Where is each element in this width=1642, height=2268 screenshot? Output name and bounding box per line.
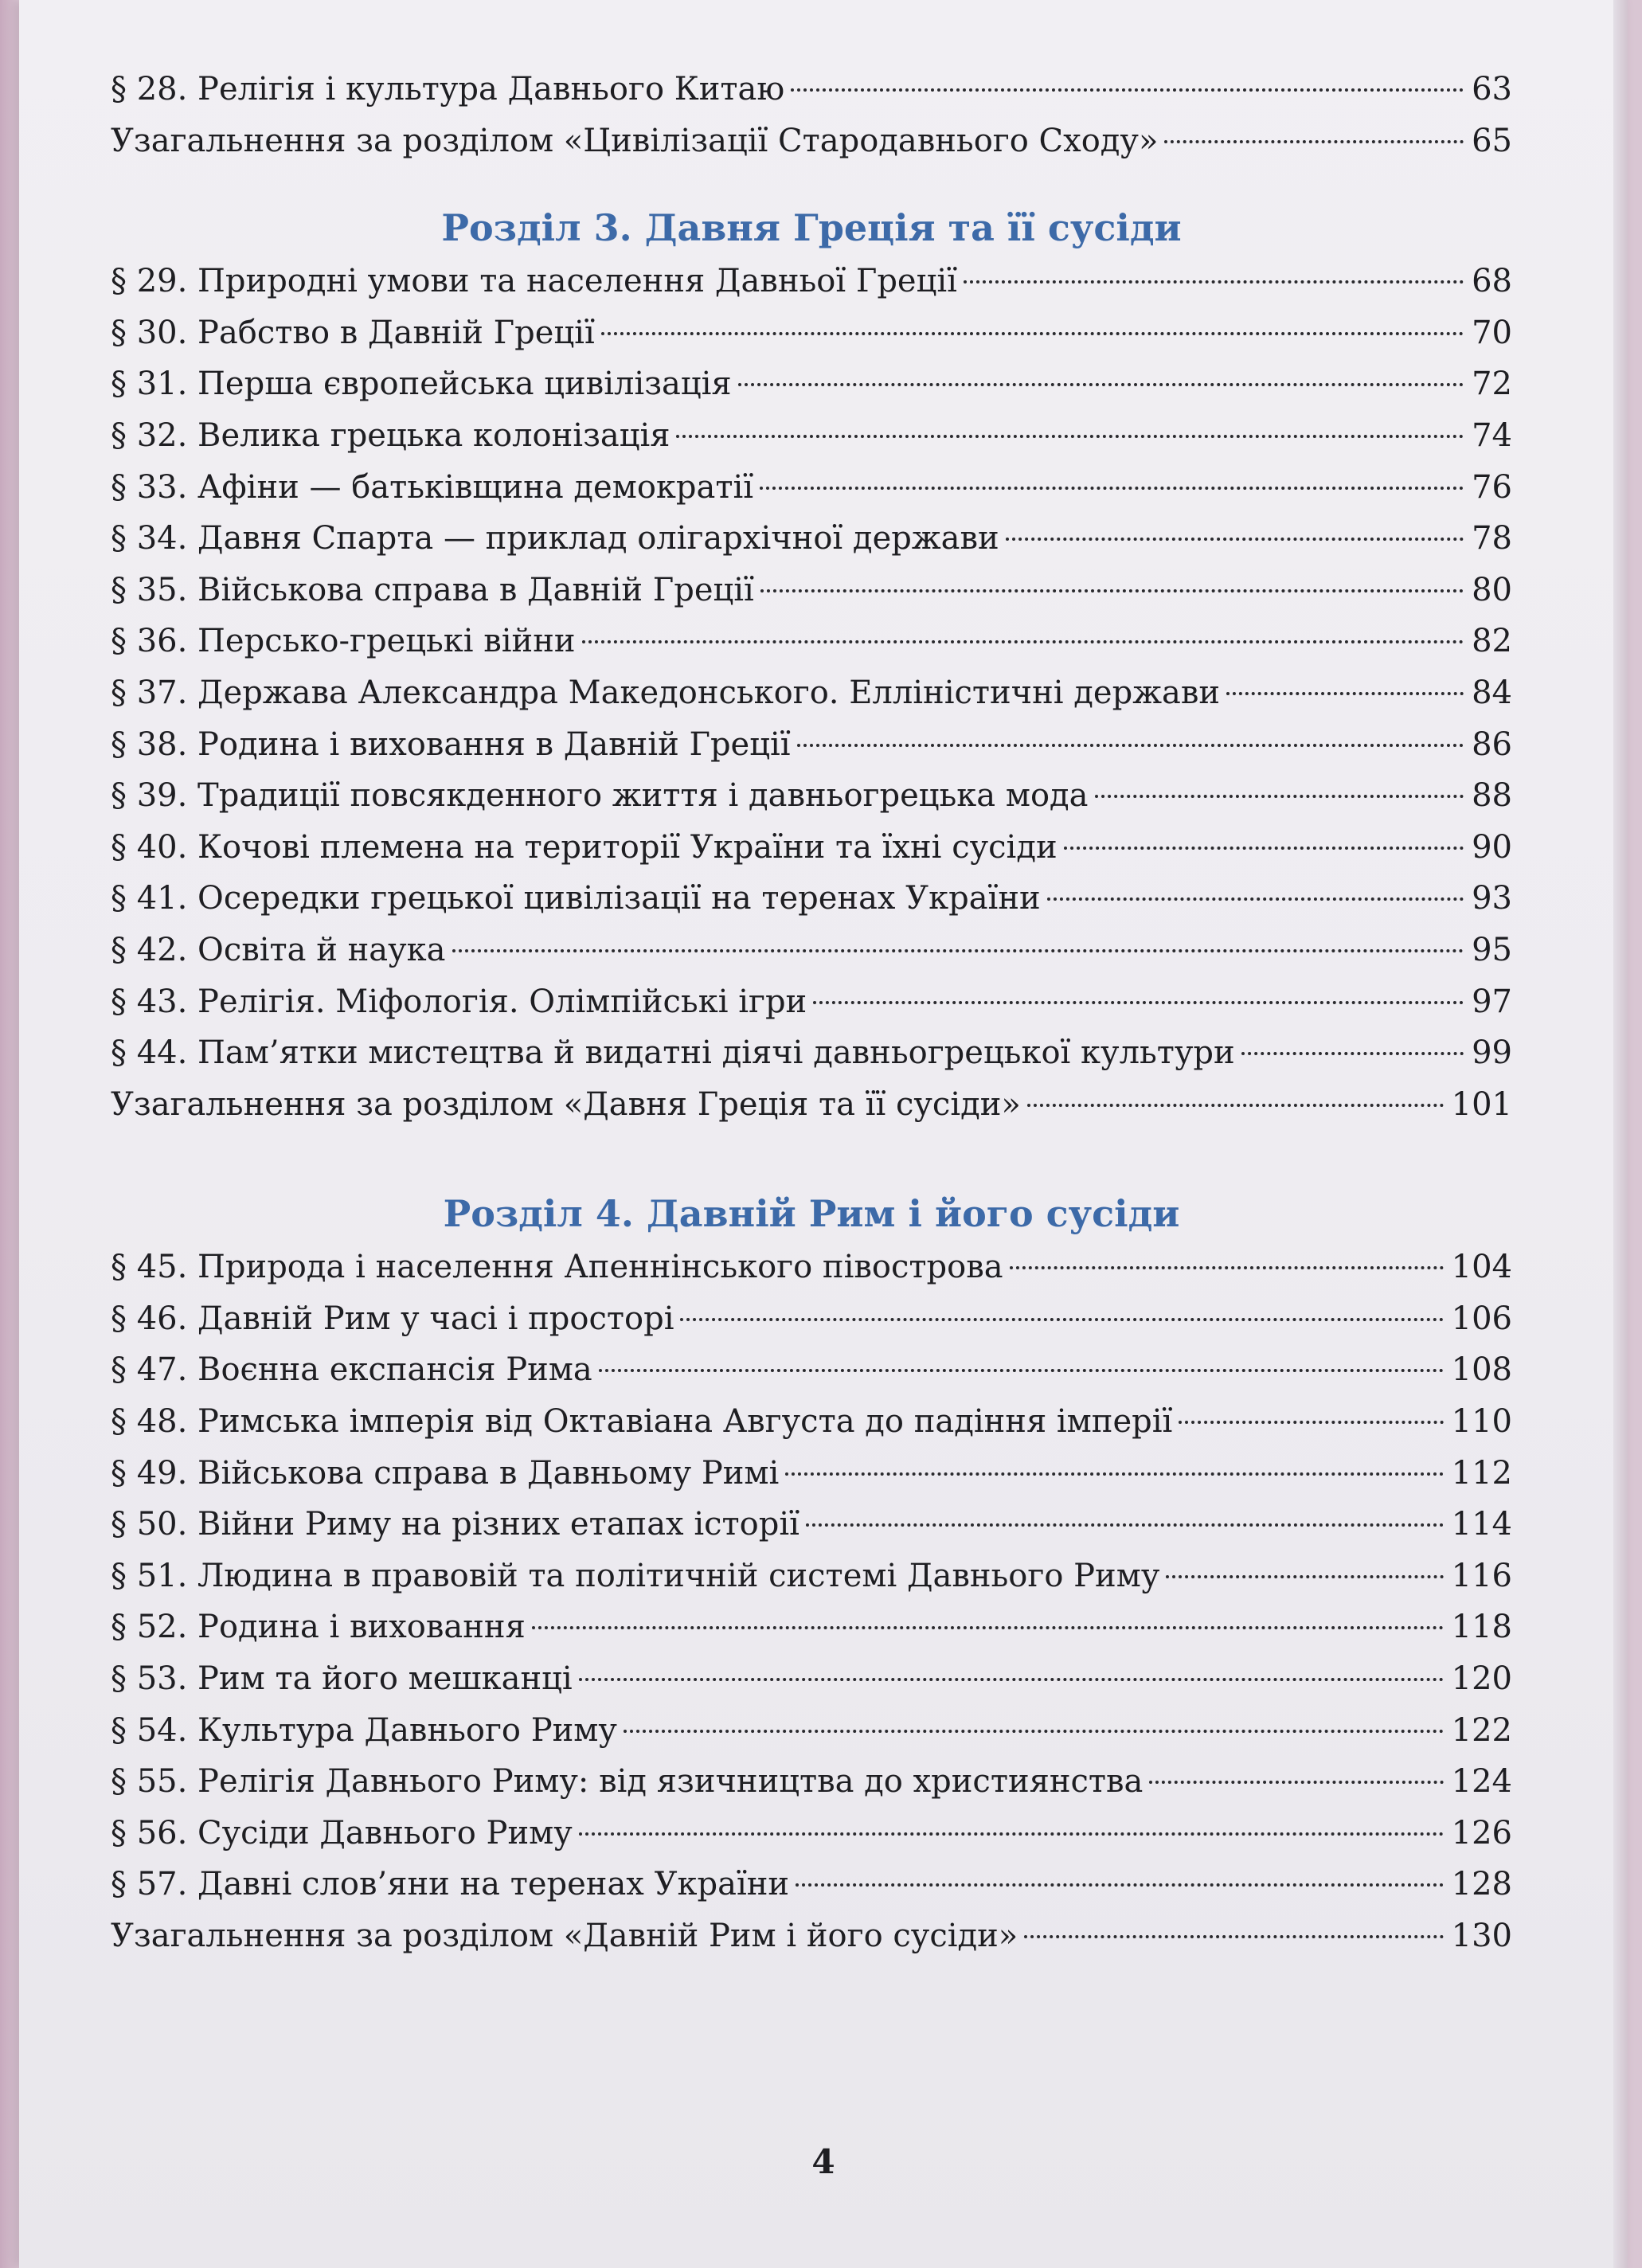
toc-entry-title: § 32. Велика грецька колонізація [111, 416, 670, 454]
toc-entry-page: 65 [1472, 122, 1512, 159]
toc-entry [111, 1550, 1512, 1602]
toc-entry-title: § 43. Релігія. Міфологія. Олімпійські ігри [111, 983, 807, 1020]
section-4-list [111, 1242, 1512, 1961]
toc-leader-dots [1010, 1266, 1444, 1269]
toc-entry [111, 513, 1512, 565]
toc-top-list [111, 64, 1512, 166]
toc-entry-page: 112 [1451, 1454, 1512, 1492]
toc-leader-dots [599, 1369, 1444, 1372]
section-4-title: Розділ 4. Давній Рим і його сусіди [443, 1192, 1180, 1236]
toc-entry [111, 307, 1512, 359]
toc-leader-dots [1095, 795, 1464, 798]
toc-entry [111, 873, 1512, 925]
toc-entry-page: 93 [1472, 880, 1512, 917]
toc-entry-page: 84 [1472, 674, 1512, 711]
toc-entry-page: 74 [1472, 416, 1512, 454]
toc-entry [111, 462, 1512, 514]
toc-entry [111, 1910, 1512, 1962]
toc-entry-title: § 56. Сусіди Давнього Риму [111, 1814, 573, 1852]
toc-entry-page: 116 [1451, 1557, 1512, 1594]
toc-entry-page: 106 [1451, 1300, 1512, 1337]
toc-leader-dots [806, 1523, 1444, 1527]
toc-entry-page: 104 [1451, 1249, 1512, 1286]
toc-leader-dots [1179, 1421, 1443, 1424]
toc-entry [111, 1448, 1512, 1500]
toc-entry-page: 118 [1451, 1609, 1512, 1646]
toc-entry-title: § 28. Релігія і культура Давнього Китаю [111, 71, 785, 108]
toc-entry-page: 101 [1451, 1085, 1512, 1123]
toc-leader-dots [796, 1883, 1444, 1887]
toc-leader-dots [579, 1832, 1444, 1836]
toc-entry-page: 95 [1472, 931, 1512, 968]
toc-entry-title: § 49. Військова справа в Давньому Римі [111, 1454, 780, 1492]
toc-entry-page: 128 [1451, 1866, 1512, 1903]
toc-entry-page: 97 [1472, 983, 1512, 1020]
toc-entry-title: § 52. Родина і виховання [111, 1609, 526, 1646]
toc-entry-title: Узагальнення за розділом «Давній Рим і його сусіди» [111, 1918, 1018, 1954]
toc-entry-title: Узагальнення за розділом «Давня Греція та її сусіди» [111, 1085, 1021, 1123]
toc-entry [111, 667, 1512, 719]
toc-entry [111, 115, 1512, 167]
toc-entry-title: § 42. Освіта й наука [111, 931, 446, 968]
toc-entry-title: § 41. Осередки грецької цивілізації на теренах України [111, 880, 1041, 917]
toc-leader-dots [738, 383, 1464, 386]
toc-leader-dots [1226, 692, 1464, 695]
section-3-list [111, 256, 1512, 1130]
toc-entry-page: 63 [1472, 71, 1512, 108]
toc-entry-page: 70 [1472, 314, 1512, 351]
toc-entry [111, 1705, 1512, 1757]
section-3-title: Розділ 3. Давня Греція та її сусіди [441, 206, 1182, 250]
toc-entry-page: 80 [1472, 571, 1512, 608]
toc-entry [111, 1859, 1512, 1910]
toc-leader-dots [1241, 1052, 1464, 1055]
toc-entry [111, 64, 1512, 115]
table-of-contents [111, 64, 1512, 1962]
toc-entry-page: 86 [1472, 725, 1512, 763]
toc-entry [111, 1653, 1512, 1705]
toc-entry [111, 1027, 1512, 1079]
toc-entry [111, 976, 1512, 1028]
toc-leader-dots [676, 435, 1464, 438]
toc-leader-dots [1027, 1104, 1444, 1107]
toc-entry-title: § 29. Природні умови та населення Давньої Греції [111, 263, 957, 300]
toc-entry-page: 124 [1451, 1763, 1512, 1801]
toc-leader-dots [785, 1472, 1443, 1476]
toc-entry-title: § 46. Давній Рим у часі і просторі [111, 1300, 674, 1337]
toc-entry [111, 1293, 1512, 1345]
toc-entry-title: § 38. Родина і виховання в Давній Греції [111, 725, 791, 763]
toc-entry [111, 410, 1512, 462]
toc-entry-title: § 48. Римська імперія від Октавіана Августа до падіння імперії [111, 1403, 1173, 1441]
toc-leader-dots [624, 1730, 1444, 1733]
toc-entry [111, 1396, 1512, 1448]
toc-entry-page: 72 [1472, 366, 1512, 403]
toc-entry-page: 110 [1451, 1403, 1512, 1441]
toc-leader-dots [760, 589, 1464, 592]
toc-leader-dots [964, 280, 1464, 284]
toc-entry [111, 1756, 1512, 1808]
toc-entry [111, 770, 1512, 822]
toc-entry [111, 1808, 1512, 1859]
toc-entry-page: 88 [1472, 777, 1512, 815]
toc-entry-page: 130 [1451, 1918, 1512, 1954]
toc-leader-dots [1006, 538, 1464, 541]
toc-leader-dots [532, 1626, 1444, 1629]
toc-entry-title: § 55. Релігія Давнього Риму: від язичництва до християнства [111, 1763, 1144, 1801]
page-edge [1613, 0, 1628, 2268]
toc-entry [111, 565, 1512, 616]
toc-entry-title: § 30. Рабство в Давній Греції [111, 314, 595, 351]
toc-entry [111, 925, 1512, 976]
toc-entry-page: 76 [1472, 468, 1512, 506]
toc-leader-dots [1166, 1575, 1443, 1578]
toc-entry-page: 126 [1451, 1814, 1512, 1852]
toc-leader-dots [579, 1678, 1444, 1681]
toc-entry-title: § 57. Давні слов’яни на теренах України [111, 1866, 790, 1903]
toc-leader-dots [452, 949, 1464, 952]
toc-entry-title: § 37. Держава Александра Македонського. Елліністичні держави [111, 674, 1221, 711]
toc-entry-title: § 51. Людина в правовій та політичній системі Давнього Риму [111, 1557, 1160, 1594]
toc-entry-page: 68 [1472, 263, 1512, 300]
toc-leader-dots [601, 332, 1464, 335]
toc-entry-title: § 35. Військова справа в Давній Греції [111, 571, 754, 608]
toc-entry-title: § 44. Пам’ятки мистецтва й видатні діячі давньогрецької культури [111, 1034, 1235, 1072]
page-number: 4 [811, 2142, 835, 2181]
toc-entry-page: 78 [1472, 520, 1512, 557]
toc-entry-page: 122 [1451, 1711, 1512, 1749]
toc-leader-dots [1149, 1781, 1443, 1784]
toc-leader-dots [1024, 1935, 1443, 1938]
toc-leader-dots [797, 744, 1464, 747]
toc-entry-page: 90 [1472, 828, 1512, 866]
toc-leader-dots [813, 1001, 1464, 1004]
toc-entry-title: § 54. Культура Давнього Риму [111, 1711, 617, 1749]
book-spine-shadow [0, 0, 19, 2268]
toc-entry [111, 1242, 1512, 1293]
toc-entry [111, 616, 1512, 667]
toc-leader-dots [791, 88, 1464, 92]
toc-entry-page: 82 [1472, 623, 1512, 660]
toc-entry [111, 1499, 1512, 1550]
toc-entry-title: § 47. Воєнна експансія Рима [111, 1351, 592, 1389]
toc-leader-dots [680, 1318, 1443, 1321]
toc-entry-title: § 34. Давня Спарта — приклад олігархічної держави [111, 520, 999, 557]
toc-entry-title: § 40. Кочові племена на території України та їхні сусіди [111, 828, 1058, 866]
toc-entry [111, 1344, 1512, 1396]
toc-entry [111, 256, 1512, 307]
toc-leader-dots [1164, 140, 1464, 143]
toc-entry-title: Узагальнення за розділом «Цивілізації Стародавнього Сходу» [111, 122, 1159, 159]
book-page [19, 0, 1628, 2268]
toc-entry [111, 1601, 1512, 1653]
toc-leader-dots [760, 487, 1464, 490]
toc-entry-page: 99 [1472, 1034, 1512, 1072]
toc-entry [111, 1079, 1512, 1131]
toc-leader-dots [1047, 897, 1464, 901]
toc-entry-page: 108 [1451, 1351, 1512, 1389]
toc-entry-title: § 39. Традиції повсякденного життя і давньогрецька мода [111, 777, 1089, 815]
toc-entry [111, 719, 1512, 771]
toc-leader-dots [1064, 847, 1464, 850]
toc-entry-title: § 36. Персько-грецькі війни [111, 623, 576, 660]
toc-entry-page: 120 [1451, 1660, 1512, 1698]
toc-entry [111, 358, 1512, 410]
toc-entry-title: § 53. Рим та його мешканці [111, 1660, 573, 1698]
toc-entry-title: § 50. Війни Риму на різних етапах історії [111, 1506, 799, 1543]
toc-entry-title: § 31. Перша європейська цивілізація [111, 366, 732, 403]
toc-entry [111, 822, 1512, 874]
toc-leader-dots [582, 640, 1464, 643]
toc-entry-title: § 33. Афіни — батьківщина демократії [111, 468, 754, 506]
toc-entry-title: § 45. Природа і населення Апеннінського півострова [111, 1249, 1003, 1286]
toc-entry-page: 114 [1451, 1506, 1512, 1543]
